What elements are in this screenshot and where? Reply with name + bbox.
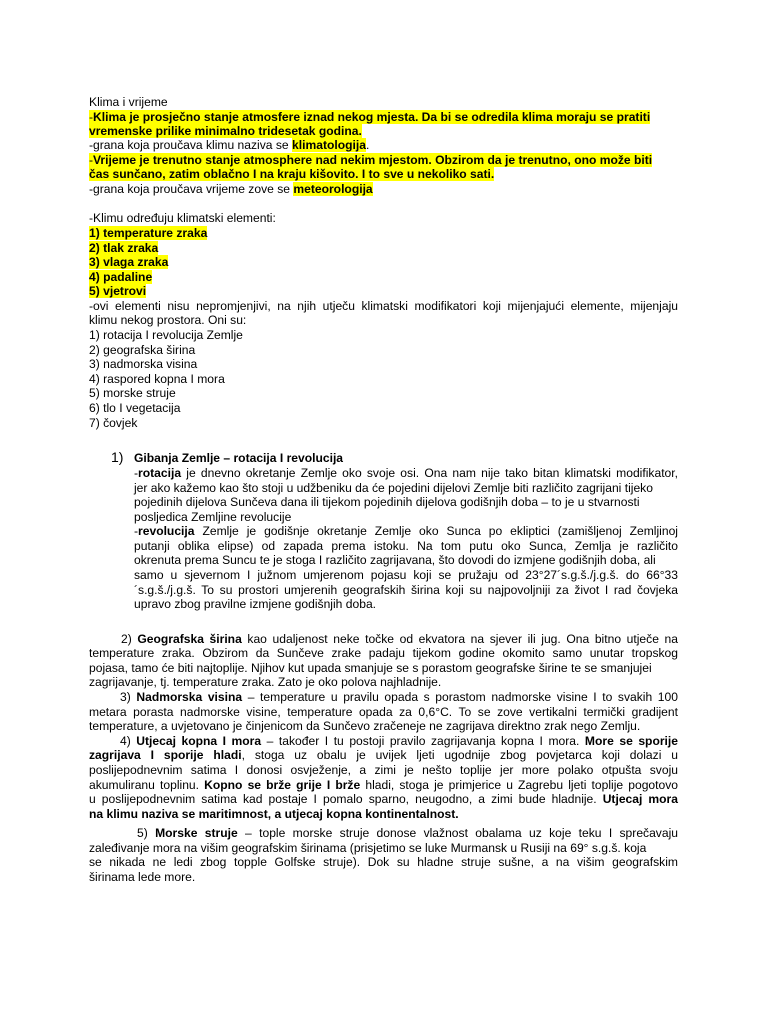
rotation-line-3: pojedinih dijelova Sunčeva dana ili tijekom pojedinih dijelova godišnjih doba – to je u stvarnosti <box>134 495 640 509</box>
modifiers-text-line-1: -ovi elementi nisu nepromjenjivi, na njih utječu klimatski modifikatori koji mijenjajući elemente, mijenjaju <box>89 299 678 313</box>
section-4-line-1: 4) Utjecaj kopna I mora – također I tu postoji pravilo zagrijavanja kopna I mora. More se sporije <box>120 734 678 748</box>
revolution-line-4: samo u sjevernom I južnom umjerenom pojasu koji se pružaju od 23°27´s.g.š./j.g.š. do 66°33 <box>134 568 678 582</box>
section-3-line-2: metara porasta nadmorske visine, temperature opada za 0,6°C. To se zove vertikalni termički gradijent <box>89 705 678 719</box>
revolution-line-3: okrenuta prema Suncu te je stoga I različito zagrijavana, što dovodi do izmjene godišnjih doba, ali <box>134 553 656 567</box>
section-4-line-4: akumuliranu toplinu. Kopno se brže grije I brže hladi, stoga je primjerice u Zagrebu ljeti toplije pogotovo <box>89 778 679 792</box>
modifier-item: 7) čovjek <box>89 416 138 430</box>
modifiers-text-line-2: klimu nekog prostora. Oni su: <box>89 313 247 327</box>
weather-definition-line-1: -Vrijeme je trenutno stanje atmosphere nad nekim mjestom. Obzirom da je trenutno, ono može biti <box>89 153 653 167</box>
modifier-item: 4) raspored kopna I mora <box>89 372 225 386</box>
section-4-line-2: zagrijava I sporije hladi, stoga uz obalu je uvijek ljeti ugodnije zbog povjetarca koji dolazi u <box>89 748 678 762</box>
document-title: Klima i vrijeme <box>89 95 168 109</box>
climate-element-item: 3) vlaga zraka <box>89 255 169 269</box>
section-3-line-1: 3) Nadmorska visina – temperature u pravilu opada s porastom nadmorske visine I to svakih 100 <box>120 690 678 704</box>
section-3-line-3: temperature, a uvjetovano je činjenicom da Sunčevo zračeneje ne zagrijava direktno zrak nego Zemlju. <box>89 719 641 733</box>
climate-element-item: 2) tlak zraka <box>89 241 159 255</box>
revolution-line-6: upravo zbog pravilne izmjene godišnjih doba. <box>134 597 377 611</box>
revolution-line-1: -revolucija Zemlje je godišnje okretanje Zemlje oko Sunca po ekliptici (zamišljenoj Zemljinoj <box>134 524 678 538</box>
climate-elements-heading: -Klimu određuju klimatski elementi: <box>89 211 276 225</box>
modifier-item: 3) nadmorska visina <box>89 357 198 371</box>
rotation-line-4: posljedica Zemljine revolucije <box>134 510 292 524</box>
section-2-line-4: zagrijavanje, tj. temperature zraka. Zato je oko polova najhladnije. <box>89 675 442 689</box>
section-2-line-3: pojasa, tamo će biti najtoplije. Njihov kut upada smanjuje se s porastom geografske širine te se smanjujei <box>89 661 652 675</box>
climate-element-item: 4) padaline <box>89 270 153 284</box>
climate-definition-line-2: vremenske prilike minimalno tridesetak godina. <box>89 124 362 138</box>
revolution-line-5: ´s.g.š./j.g.š. To su prostori umjerenih geografskih širina koji su najpovoljniji za život I rad čovjeka <box>134 583 678 597</box>
section-1-heading: Gibanja Zemlje – rotacija I revolucija <box>134 451 344 465</box>
section-4-line-5: u poslijepodnevnim satima kad postaje I pomalo sparno, neugodno, a zimi bude hladnije. Utjecaj mora <box>89 792 678 806</box>
section-4-line-6: na klimu naziva se maritimnost, a utjecaj kopna kontinentalnost. <box>89 807 459 821</box>
section-2-line-2: temperature zraka. Obzirom da Sunčeve zrake padaju tijekom godine okomito samo unutar tropskog <box>89 646 678 660</box>
modifier-item: 2) geografska širina <box>89 343 196 357</box>
climate-element-item: 5) vjetrovi <box>89 284 147 298</box>
section-5-line-2: zaleđivanje mora na višim geografskim širinama (prisjetimo se luke Murmansk u Rusiji na 69° s.g.š. koja <box>89 841 647 855</box>
weather-definition-line-2: čas sunčano, zatim oblačno I na kraju kišovito. I to sve u nekoliko sati. <box>89 167 495 181</box>
rotation-line-1: -rotacija je dnevno okretanje Zemlje oko svoje osi. Ona nam nije tako bitan klimatski modifikator, <box>134 466 678 480</box>
section-5-line-1: 5) Morske struje – tople morske struje donose vlažnost obalama uz koje teku I sprečavaju <box>137 826 678 840</box>
climatology-line: -grana koja proučava klimu naziva se klimatologija. <box>89 138 370 152</box>
meteorology-line: -grana koja proučava vrijeme zove se meteorologija <box>89 182 373 196</box>
modifier-item: 6) tlo I vegetacija <box>89 401 181 415</box>
section-5-line-3: se nikada ne ledi zbog topple Golfske struje). Dok su hladne struje sušne, a na višim geografskim <box>89 855 678 869</box>
climate-element-item: 1) temperature zraka <box>89 226 208 240</box>
section-5-line-4: širinama lede more. <box>89 870 196 884</box>
section-2-line-1: 2) Geografska širina kao udaljenost neke točke od ekvatora na sjever ili jug. Ona bitno utječe na <box>121 632 678 646</box>
modifier-item: 5) morske struje <box>89 386 176 400</box>
revolution-line-2: putanji oblika elipse) od zapada prema istoku. Na tom putu oko Sunca, Zemlja je različito <box>134 539 678 553</box>
section-4-line-3: poslijepodnevnim satima I donosi osvježenje, a zimi je nešto toplije jer more polako otpušta svoju <box>89 763 678 777</box>
section-1-number: 1) <box>111 449 124 465</box>
modifier-item: 1) rotacija I revolucija Zemlje <box>89 328 243 342</box>
rotation-line-2: jer ako kažemo kao što stoji u udžbeniku da će pojedini dijelovi Zemlje biti različito zagrijani tijeko <box>134 481 653 495</box>
climate-definition-line-1: -Klima je prosječno stanje atmosfere iznad nekog mjesta. Da bi se odredila klima moraju se pratiti <box>89 110 651 124</box>
